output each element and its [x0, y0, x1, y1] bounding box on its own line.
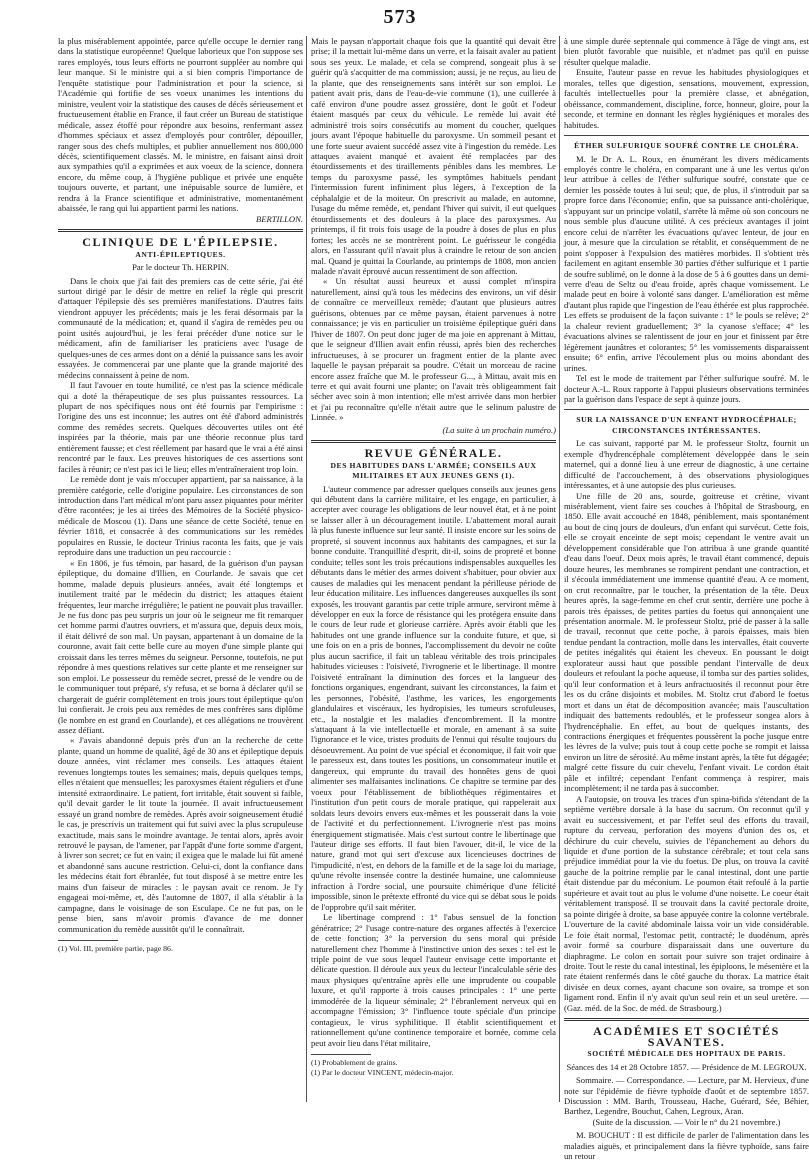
- paragraph: Le libertinage comprend : 1° l'abus sensuel de la fonction génératrice; 2° l'usage contre-nature des organes affectés à l'exercice de cette fonction; 3° la perversion du sens moral qui préside naturellement chez l'homme à l'instinctive union des sexes : tel est le triple point de vue sous lequel l'auteur envisage cette importante et délicate question. Il déroule aux yeux du lecteur l'incalculable série des maux physiques qu'entraîne après elle une imprudente ou coupable luxure, et qu'il rapporte à trois causes principales : 1° une perte immodérée de la liqueur séminale; 2° l'ébranlement nerveux qui en accompagne l'émission; 3° l'influence toute spéciale d'un principe contagieux, le virus syphilitique. Il établit scientifiquement et rationnellement qu'une continence temporaire et bornée, comme cela peut avoir lieu dans l'état militaire,: [311, 912, 556, 1048]
- signature: BERTILLON.: [255, 213, 303, 224]
- discussion-note: (Suite de la discussion. — Voir le n° du 21 novembre.): [592, 1116, 781, 1127]
- divider: [564, 1018, 809, 1021]
- column-rule-left: [306, 36, 307, 1102]
- paragraph: Le remède dont je vais m'occuper appartient, par sa naissance, à la première catégorie, celle d'origine populaire. Les circonstances de son introduction dans l'art médical m'ont paru assez piquantes pour mériter d'être racontées; je les ai tirées des Mémoires de la Société physico-médicale de Moscou (1). Dans une séance de cette Société, tenue en février 1818, et consacrée à des communications sur les remèdes populaires en Russie, le docteur Trinius raconta les faits, que je vais reproduire dans une traduction un peu raccourcie :: [58, 474, 303, 558]
- subsection-title: ANTI-ÉPILEPTIQUES.: [135, 249, 226, 259]
- paragraph: « Un résultat aussi heureux et aussi complet m'inspira naturellement, ainsi qu'à tous les médecins des environs, un vif désir de connaître ce merveilleux remède; d'autant que plusieurs autres guérisons, obtenues par ce même paysan, étaient parvenues à notre connaissance; je vis en particulier un troisième épileptique guéri dans l'hiver de 1807. On peut donc juger de ma joie en apprenant à Mittau, que le seigneur d'Illien avait enfin réussi, après bien des recherches infructueuses, à se procurer un fragment entier de la plante avec laquelle le paysan préparait sa poudre. C'était un morceau de racine encore assez fraîche que M. le professeur G..., à Mittau, avait mis en terre et qui avait fourni une plante; on l'avait très obligeamment fait sécher avec soin à mon intention; elle m'est arrivée dans mon herbier et j'ai pu reconnaître qu'elle n'était autre que le selinum palustre de Linnée. »: [311, 276, 556, 423]
- footnote: (1) Probablement de grains.: [311, 1058, 398, 1068]
- paragraph: Une fille de 20 ans, sourde, goitreuse et crétine, vivant misérablement, vient faire ses couches à l'hôpital de Strasbourg, en 1850. Elle avait accouché en 1848, péniblement, mais spontanément au bout de cinq jours de douleurs, d'un enfant qui survécut. Cette fois, elle se croyait enceinte de sept mois; cependant le ventre avait un développement considérable que l'on attribua à une grande quantité d'eau dans l'oeuf. Deux mois après, le travail étant commencé, depuis douze heures, les membranes se rompirent pendant une contraction, et il s'écoula immédiatement une immense quantité d'eau. A ce moment, on crut reconnaître, par le toucher, la présentation de la tête. Deux heures après, la sage-femme en chef crut sentir, derrière une poche à parois très épaisses, de petites parties du foetus qui annonçaient une présentation anormale. M. le professeur Stoltz, prié de passer à la salle de travail, reconnut que cette poche, à parois épaisses, mais bien tendue pendant la contraction, molle dans les intervalles, était couverte de petites inégalités qui étaient les cheveux. En poussant le doigt explorateur aussi haut que possible pendant l'intervalle de deux douleurs et refoulant la poche aqueuse, il tomba sur des parties solides, qu'il leur conformation et à leurs anfractuosités il reconnut pour être les os du crâne disjoints et mobiles. M. Stoltz crut d'abord le foetus mort et dans un état de décomposition avancée; mais l'auscultation indiquait des battements redoublés, et le professeur songea alors à l'hydrencéphalie. En effet, au bout de quelques instants, des contractions énergiques et fréquentes poussèrent la poche jusque entre les lèvres de la vulve; puis tout à coup cette poche se rompit et laissa environ un litre de sérosité. Au même instant après, la tête fut dégagée; malgré cette fissure du cuir chevelu, l'enfant vivait. Le cordon était pâle et infiltré; cependant l'enfant commença à respirer, mais incomplètement; il ne tarda pas à succomber.: [564, 490, 809, 794]
- paragraph: la plus misérablement appointée, parce qu'elle occupe le dernier rang dans la statistique européenne! Quelque laborieux que l'on suppose ses rares employés, tous leurs efforts ne pourront suppléer au nombre qui leur manque. Si le ministre qui a si bien compris l'importance de l'enquête statistique pour l'administration et pour la science, si l'Académie qui fortifie de ses voeux unanimes les intentions du ministre, veulent voir la statistique des causes de décès sérieusement et fructueusement établie en France, il faut créer un Bureau de statistique médicale, assez étoffé pour répondre aux besoins, renfermant assez d'hommes spéciaux et assez d'employés pour contrôler, dépouiller, ranger sous des chefs multiples, et publier annuellement nos 800,000 décès, scientifiquement classés. M. le ministre, en faisant ainsi droit aux sympathies qu'il a exprimées et aux voeux de la science, donnera encore, du même coup, à l'hygiène publique et privée une enquête toujours ouverte, et partant, une inépuisable source de lumière, et rendra à la France scientifique et administrative, momentanément abaissée, le rang qui lui appartient parmi les nations.: [58, 36, 303, 214]
- paragraph: Mais le paysan n'apportait chaque fois que la quantité qui devait être prise; il la mettait lui-même dans un verre, et la faisait avaler au patient sous ses yeux. Le malade, et cela se comprend, songeait plus à se guérir qu'à s'acquitter de ma commission; aussi, je ne reçus, au lieu de la plante, que des renseignements sans intérêt sur son emploi. Le patient avait pris, dans de l'eau-de-vie commune (1), une cuillerée à café environ d'une poudre assez grossière, dont le goût et l'odeur étaient masqués par ceux du véhicule. Le remède lui avait été administré trois soirs consécutifs au moment du coucher, quelques jours avant l'époque habituelle du paroxysme. Un sommeil pesant et une forte sueur avaient succédé assez vite à l'ingestion du remède. Les attaques avaient manqué et avaient été remplacées par des étourdissements et des tiraillements pénibles dans les membres. Le temps du paroxysme passé, les symptômes habituels pendant l'intermission furent infiniment plus légers, à l'exception de la céphalalgie et de la moiteur. On prescrivit au malade, en automne, l'usage du même remède, et, pendant l'hiver qui suivit, il eut quelques étourdissements et des douleurs à la place des paroxysmes. Au printemps, il fit trois fois usage de la poudre à doses de plus en plus fortes; les accès ne se montrèrent point. Le guérisseur le congédia alors, en l'assurant qu'il n'avait plus à craindre le retour de son ancien mal. Quand je quittai la Courlande, au printemps de 1808, mon ancien malade n'avait éprouvé aucun ressentiment de son affection.: [311, 36, 556, 276]
- subsection-title: SUR LA NAISSANCE D'UN ENFANT HYDROCÉPHALE; CIRCONSTANCES INTÉRESSANTES.: [576, 415, 797, 435]
- paragraph: à une simple durée septennale qui commence à l'âge de vingt ans, est bien plutôt favorable que nuisible, et n'admet pas qu'il en puisse résulter quelque maladie.: [564, 36, 809, 67]
- footnote: (1) Par le docteur VINCENT, médecin-major.: [311, 1068, 454, 1078]
- divider: [564, 409, 809, 410]
- footnote-rule: [311, 1054, 371, 1055]
- author-line: Par le docteur Th. HERPIN.: [132, 262, 229, 273]
- subsection-title: SOCIÉTÉ MÉDICALE DES HOPITAUX DE PARIS.: [587, 1049, 786, 1059]
- section-title: CLINIQUE DE L'ÉPILEPSIE.: [82, 235, 279, 250]
- paragraph: Ensuite, l'auteur passe en revue les habitudes physiologiques et morales, telles que digestion, sensations, mouvement, expression, facultés intellectuelles pour la première classe, et abnégation, obéissance, commandement, discipline, force, honneur, gloire, pour la seconde, et termine en donnant les règles hygiéniques et morales des habitudes.: [564, 67, 809, 130]
- section-title: REVUE GÉNÉRALE.: [364, 446, 503, 461]
- divider: [311, 440, 556, 443]
- footnote: (1) Vol. III, première partie, page 86.: [58, 944, 173, 954]
- paragraph: L'auteur commence par adresser quelques conseils aux jeunes gens qui débutent dans la carrière militaire, et les engage, en particulier, à accepter avec courage les obligations de leur nouvel état, et à ne point se laisser aller à un découragement inutile. L'abattement moral aurait là plus funeste influence sur leur santé. Il insiste encore sur les soins de propreté, si souvent inconnus aux habitants des campagnes, et sur la bonne conduite. Tranquillité d'esprit, dit-il, soins de propreté et bonne conduite; telles sont les trois précautions indispensables auxquelles les débutants dans le métier des armes doivent s'habituer, pour obvier aux causes de maladies qui les menacent pendant la périlleuse période de leur éducation militaire. Les influences dangereuses auxquelles ils sont exposés, les trouvant garantis par cette triple armure, serviront même à développer en eux la force de résistance qui les protégera ensuite dans le cours de leur rude et glorieuse carrière. Après avoir établi que les habitudes ont une grande influence sur la conduite future, et que, si une fois on en a pris de bonnes, l'accomplissement du devoir ne coûte plus aucun sacrifice, il fait un tableau véritable des trois principales habitudes vicieuses : l'oisiveté, l'ivrognerie et le libertinage. Il montre l'oisiveté entraînant la diminution des forces et la langueur des fonctions organiques, engendrant, suivant les circonstances, la faim et les personnes, l'obésité, l'asthme, les varices, les engorgements glandulaires et viscéraux, les hydropisies, les tumeurs scrofuleuses, etc., la nostalgie et les maladies d'encombrement. Il la montre s'attaquant à la vie intellectuelle et morale, en amenant à sa suite l'ignorance et le vice, tristes produits de l'ennui qui résulte toujours du désoeuvrement. Au point de vue spécial et économique, il fait voir que le paresseux est, dans toutes les positions, un consommateur inutile et dangereux, qui emprunte du travail des honnêtes gens de quoi alimenter ses malfaisantes inclinations. Ce chapitre se termine par des voeux pour l'établissement de bibliothèques régimentaires et l'institution d'un petit cours de morale pratique, qui rappelerait aux soldats leurs devoirs envers eux-mêmes et les pousserait dans la voie de l'activité et du perfectionnement. L'ivrognerie n'est pas moins énergiquement stigmatisée. Mais c'est surtout contre le libertinage que l'auteur dirige ses efforts. Il faut bien l'avouer, dit-il, le vice de la nature, grand mot qui sert d'excuse aux licencieuses doctrines de l'impudicité, n'est, en dehors de la famille et de la sage loi du mariage, qu'une révolte insensée contre la destinée humaine, une calomnieuse infraction à l'ordre social, une poursuite chimérique d'une félicité impossible, sinon le prétexte effronté du vice qui se débat sous le poids de l'opprobre qu'il sait mériter.: [311, 483, 556, 912]
- paragraph: Dans le choix que j'ai fait des premiers cas de cette série, j'ai été surtout dirigé par le désir de mettre en relief la règle qui prescrit d'attaquer l'épilepsie dès ses premières manifestations. D'autres faits viendront appuyer les précédents; mais je les ferai désormais par la communauté de la médication; et, quand il s'agira de remèdes peu ou point usités aujourd'hui, je les ferai précéder d'une notice sur le médicament, afin de familiariser les praticiens avec l'usage de quelques-unes de ces armes dont on a dénié la puissance sans les avoir essayées. Je commencerai par une plante que la grande majorité des médecins connaissent à peine de nom.: [58, 275, 303, 380]
- column-left: [58, 36, 303, 1102]
- subsection-title: DES HABITUDES DANS L'ARMÉE; CONSEILS AUX MILITAIRES ET AUX JEUNES GENS (1).: [330, 460, 537, 481]
- paragraph: Le cas suivant, rapporté par M. le professeur Stoltz, fournit un exemple d'hydrencéphale complètement développée dans le sein maternel, qui a donné lieu à une erreur de diagnostic, à une certaine difficulté de l'accouchement, à des observations physiologiques intéressantes, et à une autopsie des plus curieuses.: [564, 438, 809, 491]
- paragraph: A l'autopsie, on trouva les traces d'un spina-bifida s'étendant de la septième vertèbre dorsale à la base du sacrum. On reconnut qu'il y avait eu successivement, et par l'effet seul des efforts du travail, rupture du cerveau, perforation des moyens d'union des os, et déchirure du cuir chevelu, suivies de l'épanchement au dehors du liquide et d'une portion de la substance cérébrale; et tout cela sans préjudice immédiat pour la vie du foetus. De plus, on trouva la cavité gauche de la poitrine remplie par le canal intestinal, dont une partie était distendue par du méconium. Le poumon était refoulé à la partie supérieure et avait tout au plus le volume d'une noisette. Le coeur était véritablement transposé. Il se trouvait dans la cavité pectorale droite, sa pointe dirigée à droite, sa base appuyée contre la colonne vertébrale. L'ouverture de la cavité abdominale laissa voir un vide considérable. Le foie était normal, l'estomac petit, contracté; le duodénum, après avoir formé sa courbure disparaissait dans une ouverture du diaphragme. Le colon en sortait pour suivre son trajet ordinaire à droite. Tout le reste du canal intestinal, les épiploons, le mésentère et la rate étaient renfermés dans le côté gauche du thorax. La matrice était divisée en deux cornes, ayant chacune son ovaire, sa trompe et son ligament rond. Enfin il n'y avait qu'un seul rein et un seul uretère. — (Gaz. méd. de la Soc. de méd. de Strasbourg.): [564, 793, 809, 1013]
- paragraph: M. le Dr A. L. Roux, en énumérant les divers médicaments employés contre le choléra, en comparant une à une les vertus qu'on leur attribue à celles de l'éther sulfurique soufré, constate que ce dernier les possède toutes à lui seul; que, de plus, il s'introduit par sa propre force dans l'économie; enfin, que sa puissance anti-cholérique, s'appuyant sur un principe volatil, s'arrête là même où son concours ne nous semble plus d'aucune utilité. A ces précieux avantages il joint encore celui de n'arrêter les évacuations qu'avec lenteur, de jour en jour, à mesure que la circulation se rétablit, et conséquemment de ne point s'opposer à l'expulsion des matières morbides. Il s'obtient très facilement en agitant ensemble 30 parties d'éther sulfurique et 1 partie de soufre sublimé, on le donne à la dose de 5 à 6 gouttes dans un demi-verre d'eau de Seltz ou d'eau froide, après chaque vomissement. Le malade peut en boire à volonté sans danger. L'amélioration est même d'autant plus rapide que l'ingestion de l'eau éthérée est plus rapprochée. Les effets se produisent de la façon suivante : 1° le pouls se relève; 2° la chaleur revient graduellement; 3° la cyanose s'efface; 4° les évacuations alvines se ralentissent de jour en jour et finissent par être légèrement jaunâtres et colorantes; 5° les vomissements disparaissent ensuite; 6° enfin, arrive l'écoulement plus ou moins abondant des urines.: [564, 153, 809, 373]
- section-title: ACADÉMIES ET SOCIÉTÉS SAVANTES.: [593, 1024, 780, 1049]
- divider: [564, 135, 809, 136]
- divider: [58, 229, 303, 232]
- column-right: [564, 36, 809, 1162]
- column-rule-right: [559, 36, 560, 1102]
- continuation-note: (La suite à un prochain numéro.): [442, 424, 556, 435]
- paragraph: Tel est le mode de traitement par l'éther sulfurique soufré. M. le docteur A.-L. Roux rapporte à l'appui plusieurs observations terminées par la guérison dans l'espace de sept à quinze jours.: [564, 373, 809, 404]
- subsection-title: ÉTHER SULFURIQUE SOUFRÉ CONTRE LE CHOLÉRA.: [574, 141, 799, 151]
- paragraph: « En 1806, je fus témoin, par hasard, de la guérison d'un paysan épileptique, du domaine d'Illien, en Courlande. Je savais que cet homme, malade depuis plusieurs années, avait été longtemps et inutilement traité par le médecin du district; les attaques étaient fréquentes, leur marche irrégulière; le patient ne pouvait plus travailler. Je ne fus donc pas peu surpris un jour où le seigneur me fit remarquer cet homme parmi d'autres ouvriers, et m'assura que, depuis deux mois, il était délivré de son mal. Un paysan, appartenant à un domaine de la couronne, avait fait cette belle cure au moyen d'une simple plante qui croissait dans les terres mêmes du seigneur. Personne, toutefois, ne put répondre à mes questions relatives sur cette plante et me renseigner sur son emploi. Le possesseur du remède secret, pressé de le vendre ou de le communiquer tout préparé, s'y refusa, et se borna à déclarer qu'il se chargerait de guérir complètement en trois jours tout épileptique qu'on lui confierait. Je crois peu aux remèdes de mes confrères sans diplôme (le nombre en est grand en Courlande), et ces allégations ne trouvèrent assez défiant.: [58, 557, 303, 735]
- paragraph: M. BOUCHUT : Il est difficile de parler de l'alimentation dans les maladies aiguës, et principalement dans la fièvre typhoïde, sans faire un retour: [564, 1130, 809, 1162]
- paragraph: « J'avais abandonné depuis près d'un an la recherche de cette plante, quand un homme de qualité, âgé de 30 ans et épileptique depuis douze années, vint réclamer mes conseils. Les attaques étaient revenues longtemps toutes les semaines; mais, depuis quelques temps, elles n'étaient que mensuelles; les paroxysmes étaient réguliers et d'une intensité extraordinaire. Le patient, fort irritable, était souvent si faible, qu'il devait garder le lit toute la journée. Il avait infructueusement essayé un grand nombre de remèdes. Après avoir soigneusement étudié le cas, je prescrivis un traitement qui fut suivi avec la plus scrupuleuse exactitude, mais sans le moindre avantage. Je tentai alors, après avoir retrouvé le paysan, de l'amener, par l'appât d'une forte somme d'argent, à livrer son secret; ce fut en vain; il exigea que le malade lui fût amené et abandonné sans aucune restriction. Celui-ci, dont la confiance dans les médecins était fort ébranlée, fut tout disposé à se mettre entre les mains d'un faiseur de miracles : le paysan avait ce renom. Je l'y engageai moi-même, et, dès l'automne de 1807, il alla s'établir à la campagne, dans le voisinage de son Esculape. Ce ne fut pas, on le pense bien, sans m'avoir promis d'avance de me donner communication du remède aussitôt qu'il le connaîtrait.: [58, 735, 303, 934]
- page-number: 573: [383, 6, 417, 28]
- column-middle: [311, 36, 556, 1102]
- summary: Sommaire. — Correspondance. — Lecture, par M. Hervieux, d'une note sur l'épidémie de fièvre typhoïde d'août et de septembre 1857. Discussion : MM. Barth, Trousseau, Hache, Guérard, Sée, Béhier, Barthez, Legendre, Bouchut, Cahen, Legroux, Aran.: [564, 1075, 809, 1117]
- footnote-rule: [58, 940, 118, 941]
- session-line: Séances des 14 et 28 Octobre 1857. — Présidence de M. LEGROUX.: [566, 1061, 807, 1072]
- paragraph: Il faut l'avouer en toute humilité, ce n'est pas la science médicale qui a doté la thérapeutique de ses plus puissantes ressources. La plupart de nos spécifiques nous ont été fournis par l'empirisme : l'origine des uns est inconnue; les autres ont été d'abord administrés comme des remèdes secrets. Quelques découvertes utiles ont été inspirées par la théorie, mais par une théorie reconnue plus tard entièrement fausse; et c'est réellement par hasard que le vrai a été ainsi rencontré par le faux. Les preuves historiques de ces assertions sont faciles à réunir; ce n'est pas ici le lieu; elles m'entraîneraient trop loin.: [58, 380, 303, 474]
